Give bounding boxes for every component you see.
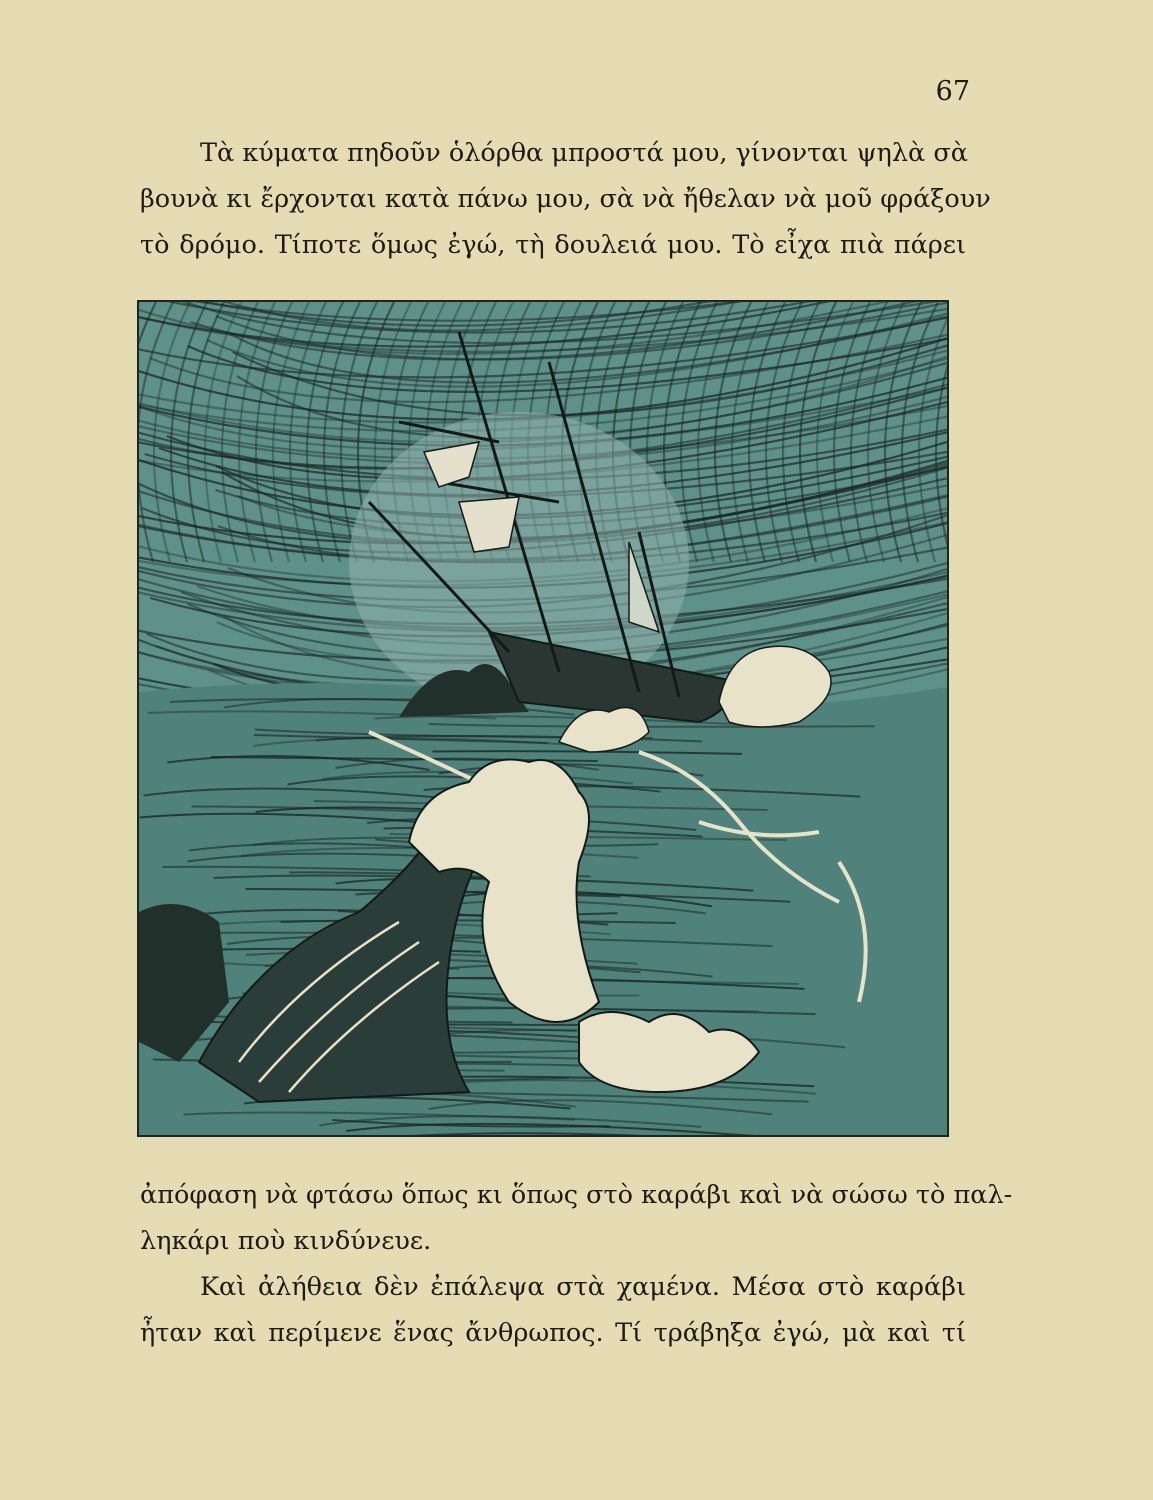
text-line: Τὰ κύματα πηδοῦν ὁλόρθα μπροστά μου, γίνονται ψηλὰ σὰ (200, 138, 968, 168)
text-line: βουνὰ κι ἔρχονται κατὰ πάνω μου, σὰ νὰ ἤθελαν νὰ μοῦ φράξουν (140, 184, 991, 214)
text-line: Καὶ ἀλήθεια δὲν ἐπάλεψα στὰ χαμένα. Μέσα στὸ καράβι (200, 1272, 966, 1302)
paragraph-top (140, 130, 991, 268)
text-line: ἦταν καὶ περίμενε ἕνας ἄνθρωπος. Τί τράβηξα ἐγώ, μὰ καὶ τί (140, 1318, 966, 1348)
text-line: ληκάρι ποὺ κινδύνευε. (140, 1226, 432, 1256)
illustration-canvas (139, 302, 947, 1135)
text-line: τὸ δρόμο. Τίποτε ὅμως ἐγώ, τὴ δουλειά μου. Τὸ εἶχα πιὰ πάρει (140, 230, 966, 260)
ship-in-storm-illustration (137, 300, 949, 1137)
paragraph-bottom (140, 1172, 1013, 1356)
text-line: ἀπόφαση νὰ φτάσω ὅπως κι ὅπως στὸ καράβι καὶ νὰ σώσω τὸ παλ- (140, 1180, 1013, 1210)
page-number: 67 (935, 76, 970, 107)
